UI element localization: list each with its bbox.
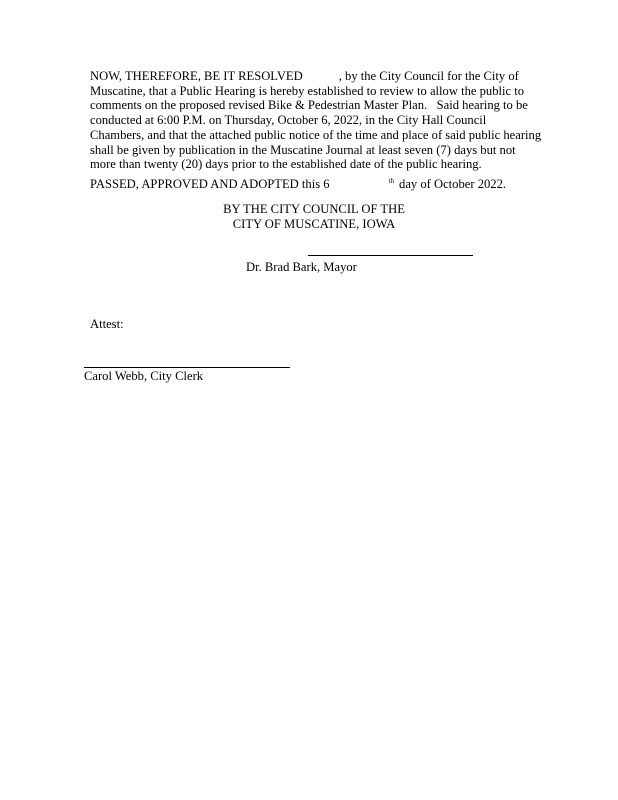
paragraph-line-6: shall be given by publication in the Muscatine Journal at least seven (7) days but not xyxy=(90,142,516,157)
paragraph-line-7: more than twenty (20) days prior to the established date of the public hearing. xyxy=(90,157,482,172)
paragraph-line-4: conducted at 6:00 P.M. on Thursday, October 6, 2022, in the City Hall Council xyxy=(90,113,487,128)
council-attribution-line-2: CITY OF MUSCATINE, IOWA xyxy=(232,216,396,231)
council-attribution xyxy=(164,202,464,231)
adoption-statement-prefix: PASSED, APPROVED AND ADOPTED this 6 xyxy=(90,177,330,191)
resolution-paragraph xyxy=(90,69,550,172)
clerk-signature-line xyxy=(84,367,290,368)
paragraph-line-2: Muscatine, that a Public Hearing is hereby established to review to allow the public to xyxy=(90,83,525,98)
adoption-statement xyxy=(90,177,560,192)
mayor-signature-line xyxy=(308,255,473,256)
resolved-clause-text: NOW, THEREFORE, BE IT RESOLVED xyxy=(90,69,303,83)
paragraph-line-1-continuation: , by the City Council for the City of xyxy=(338,69,519,83)
paragraph-line-1 xyxy=(90,69,550,84)
paragraph-line-5: Chambers, and that the attached public notice of the time and place of said public hearing xyxy=(90,127,542,142)
ordinal-superscript: th xyxy=(388,176,395,185)
mayor-name-title: Dr. Brad Bark, Mayor xyxy=(246,260,357,274)
council-attribution-line-1: BY THE CITY COUNCIL OF THE xyxy=(223,202,405,216)
paragraph-line-3: comments on the proposed revised Bike & Pedestrian Master Plan. Said hearing to be xyxy=(90,98,528,113)
attest-label: Attest: xyxy=(90,317,124,331)
clerk-name-title: Carol Webb, City Clerk xyxy=(84,369,204,383)
adoption-statement-suffix: day of October 2022. xyxy=(399,177,507,191)
